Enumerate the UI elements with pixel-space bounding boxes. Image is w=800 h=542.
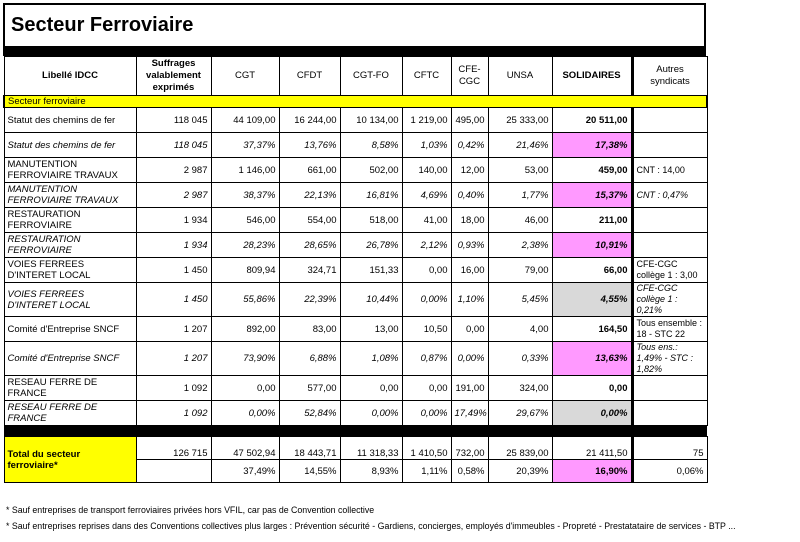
cell-unsa: 2,38% (488, 233, 552, 258)
cell-unsa: 29,67% (488, 401, 552, 426)
cell-unsa: 0,33% (488, 342, 552, 376)
cell-solidaires: 13,63% (552, 342, 632, 376)
section-row (4, 96, 707, 108)
cell-solidaires: 211,00 (552, 208, 632, 233)
total-pct-autres: 0,06% (632, 460, 707, 483)
cell-solidaires: 164,50 (552, 317, 632, 342)
cell-suffrages: 1 934 (136, 208, 211, 233)
cell-cgt-fo: 8,58% (340, 133, 402, 158)
cell-cfe-cgc: 495,00 (451, 108, 488, 133)
cell-autres (632, 233, 707, 258)
cell-cgt-fo: 1,08% (340, 342, 402, 376)
table-row (4, 283, 707, 317)
cell-unsa: 21,46% (488, 133, 552, 158)
cell-cgt: 809,94 (211, 258, 279, 283)
cell-cfe-cgc: 17,49% (451, 401, 488, 426)
cell-solidaires: 66,00 (552, 258, 632, 283)
cell-cgt: 44 109,00 (211, 108, 279, 133)
cell-cfe-cgc: 0,40% (451, 183, 488, 208)
table-row (4, 208, 707, 233)
cell-cgt-fo: 10,44% (340, 283, 402, 317)
cell-suffrages: 1 207 (136, 342, 211, 376)
cell-solidaires: 0,00% (552, 401, 632, 426)
cell-autres: CFE-CGC collège 1 : 3,00 (632, 258, 707, 283)
footnote-2: * Sauf entreprises reprises dans des Conventions collectives plus larges : Prévention sécurité - Gardiens, concierges, employés d'immeubles - Propreté - Prestatataire de services - BTP ... (6, 521, 736, 531)
cell-cgt: 55,86% (211, 283, 279, 317)
total-cfdt: 18 443,71 (279, 437, 340, 460)
total-cfe-cgc: 732,00 (451, 437, 488, 460)
total-pct-cfdt: 14,55% (279, 460, 340, 483)
cell-autres (632, 108, 707, 133)
header-solidaires: SOLIDAIRES (552, 57, 632, 96)
total-cgt: 47 502,94 (211, 437, 279, 460)
cell-solidaires: 17,38% (552, 133, 632, 158)
header-cfe-cgc: CFE-CGC (451, 57, 488, 96)
total-pct-cftc: 1,11% (402, 460, 451, 483)
total-solidaires: 21 411,50 (552, 437, 632, 460)
cell-solidaires: 10,91% (552, 233, 632, 258)
cell-cftc: 0,00% (402, 401, 451, 426)
cell-solidaires: 459,00 (552, 158, 632, 183)
cell-cfdt: 13,76% (279, 133, 340, 158)
cell-cfdt: 16 244,00 (279, 108, 340, 133)
footnote-1: * Sauf entreprises de transport ferroviaires privées hors VFIL, car pas de Convention collective (6, 505, 375, 515)
cell-cfe-cgc: 0,00 (451, 317, 488, 342)
total-pct-cgt-fo: 8,93% (340, 460, 402, 483)
total-unsa: 25 839,00 (488, 437, 552, 460)
header-cfdt: CFDT (279, 57, 340, 96)
row-label: VOIES FERREES D'INTERET LOCAL (4, 283, 136, 317)
results-table (3, 56, 708, 483)
cell-cfdt: 22,39% (279, 283, 340, 317)
cell-cgt: 37,37% (211, 133, 279, 158)
table-row (4, 258, 707, 283)
total-pct-cfe-cgc: 0,58% (451, 460, 488, 483)
cell-cfdt: 554,00 (279, 208, 340, 233)
total-row-values (4, 437, 707, 460)
table-row (4, 317, 707, 342)
cell-cgt: 892,00 (211, 317, 279, 342)
total-pct-unsa: 20,39% (488, 460, 552, 483)
total-autres: 75 (632, 437, 707, 460)
cell-suffrages: 118 045 (136, 133, 211, 158)
cell-autres: CNT : 0,47% (632, 183, 707, 208)
section-label: Secteur ferroviaire (4, 96, 707, 108)
row-label: RESTAURATION FERROVIAIRE (4, 233, 136, 258)
cell-cftc: 41,00 (402, 208, 451, 233)
cell-cgt: 1 146,00 (211, 158, 279, 183)
cell-cfe-cgc: 0,00% (451, 342, 488, 376)
cell-solidaires: 0,00 (552, 376, 632, 401)
cell-cftc: 0,87% (402, 342, 451, 376)
cell-cfe-cgc: 1,10% (451, 283, 488, 317)
cell-suffrages: 1 934 (136, 233, 211, 258)
row-label: Statut des chemins de fer (4, 133, 136, 158)
cell-cgt: 73,90% (211, 342, 279, 376)
row-label: Comité d'Entreprise SNCF (4, 342, 136, 376)
cell-suffrages: 1 207 (136, 317, 211, 342)
cell-cgt-fo: 518,00 (340, 208, 402, 233)
cell-cgt-fo: 0,00% (340, 401, 402, 426)
total-suffrages-empty (136, 460, 211, 483)
total-separator (4, 426, 707, 437)
header-row (4, 57, 707, 96)
cell-cftc: 0,00 (402, 376, 451, 401)
cell-cftc: 0,00% (402, 283, 451, 317)
cell-unsa: 46,00 (488, 208, 552, 233)
cell-cftc: 0,00 (402, 258, 451, 283)
cell-cftc: 140,00 (402, 158, 451, 183)
title-divider (3, 46, 706, 56)
cell-suffrages: 1 450 (136, 283, 211, 317)
cell-suffrages: 1 092 (136, 376, 211, 401)
cell-cfe-cgc: 0,42% (451, 133, 488, 158)
table-row (4, 108, 707, 133)
total-suffrages: 126 715 (136, 437, 211, 460)
cell-cgt-fo: 0,00 (340, 376, 402, 401)
cell-unsa: 25 333,00 (488, 108, 552, 133)
header-unsa: UNSA (488, 57, 552, 96)
cell-cftc: 2,12% (402, 233, 451, 258)
cell-cfdt: 28,65% (279, 233, 340, 258)
total-label: Total du secteur ferroviaire* (4, 437, 136, 483)
cell-suffrages: 1 092 (136, 401, 211, 426)
row-label: VOIES FERREES D'INTERET LOCAL (4, 258, 136, 283)
row-label: MANUTENTION FERROVIAIRE TRAVAUX (4, 183, 136, 208)
table-row (4, 401, 707, 426)
total-cgt-fo: 11 318,33 (340, 437, 402, 460)
cell-cftc: 10,50 (402, 317, 451, 342)
cell-suffrages: 2 987 (136, 158, 211, 183)
cell-unsa: 5,45% (488, 283, 552, 317)
cell-solidaires: 20 511,00 (552, 108, 632, 133)
cell-cfdt: 324,71 (279, 258, 340, 283)
table-row (4, 376, 707, 401)
header-cgt: CGT (211, 57, 279, 96)
cell-unsa: 324,00 (488, 376, 552, 401)
cell-cgt: 38,37% (211, 183, 279, 208)
cell-suffrages: 2 987 (136, 183, 211, 208)
row-label: RESTAURATION FERROVIAIRE (4, 208, 136, 233)
cell-autres: Tous ens.: 1,49% - STC : 1,82% (632, 342, 707, 376)
cell-cftc: 1 219,00 (402, 108, 451, 133)
row-label: Statut des chemins de fer (4, 108, 136, 133)
header-cftc: CFTC (402, 57, 451, 96)
header-libelle: Libellé IDCC (4, 57, 136, 96)
cell-unsa: 53,00 (488, 158, 552, 183)
cell-autres (632, 133, 707, 158)
cell-cfdt: 52,84% (279, 401, 340, 426)
cell-cgt-fo: 10 134,00 (340, 108, 402, 133)
cell-cgt: 0,00% (211, 401, 279, 426)
title-box (3, 3, 706, 46)
table-row (4, 342, 707, 376)
row-label: Comité d'Entreprise SNCF (4, 317, 136, 342)
cell-solidaires: 15,37% (552, 183, 632, 208)
table-row (4, 158, 707, 183)
cell-cgt-fo: 26,78% (340, 233, 402, 258)
row-label: RESEAU FERRE DE FRANCE (4, 376, 136, 401)
cell-autres (632, 208, 707, 233)
results-table-container (3, 3, 706, 483)
page-title: Secteur Ferroviaire (11, 14, 194, 36)
row-label: RESEAU FERRE DE FRANCE (4, 401, 136, 426)
cell-unsa: 4,00 (488, 317, 552, 342)
table-row (4, 233, 707, 258)
table-row (4, 183, 707, 208)
cell-cftc: 1,03% (402, 133, 451, 158)
cell-cfdt: 577,00 (279, 376, 340, 401)
cell-autres: CFE-CGC collège 1 : 0,21% (632, 283, 707, 317)
cell-autres (632, 401, 707, 426)
cell-unsa: 79,00 (488, 258, 552, 283)
header-suffrages: Suffrages valablement exprimés (136, 57, 211, 96)
cell-cgt: 0,00 (211, 376, 279, 401)
cell-cfe-cgc: 18,00 (451, 208, 488, 233)
total-cftc: 1 410,50 (402, 437, 451, 460)
total-pct-solidaires: 16,90% (552, 460, 632, 483)
cell-suffrages: 1 450 (136, 258, 211, 283)
cell-cgt-fo: 502,00 (340, 158, 402, 183)
cell-cfdt: 6,88% (279, 342, 340, 376)
cell-cgt: 28,23% (211, 233, 279, 258)
cell-cfe-cgc: 191,00 (451, 376, 488, 401)
cell-suffrages: 118 045 (136, 108, 211, 133)
cell-cfe-cgc: 0,93% (451, 233, 488, 258)
cell-autres: Tous ensemble : 18 - STC 22 (632, 317, 707, 342)
cell-cgt-fo: 151,33 (340, 258, 402, 283)
cell-cftc: 4,69% (402, 183, 451, 208)
header-cgt-fo: CGT-FO (340, 57, 402, 96)
cell-cgt-fo: 16,81% (340, 183, 402, 208)
cell-unsa: 1,77% (488, 183, 552, 208)
cell-cfdt: 661,00 (279, 158, 340, 183)
cell-autres (632, 376, 707, 401)
cell-autres: CNT : 14,00 (632, 158, 707, 183)
total-pct-cgt: 37,49% (211, 460, 279, 483)
row-label: MANUTENTION FERROVIAIRE TRAVAUX (4, 158, 136, 183)
header-autres: Autres syndicats (632, 57, 707, 96)
cell-cfe-cgc: 12,00 (451, 158, 488, 183)
cell-cfdt: 83,00 (279, 317, 340, 342)
cell-cgt-fo: 13,00 (340, 317, 402, 342)
cell-solidaires: 4,55% (552, 283, 632, 317)
cell-cfdt: 22,13% (279, 183, 340, 208)
cell-cfe-cgc: 16,00 (451, 258, 488, 283)
cell-cgt: 546,00 (211, 208, 279, 233)
table-row (4, 133, 707, 158)
